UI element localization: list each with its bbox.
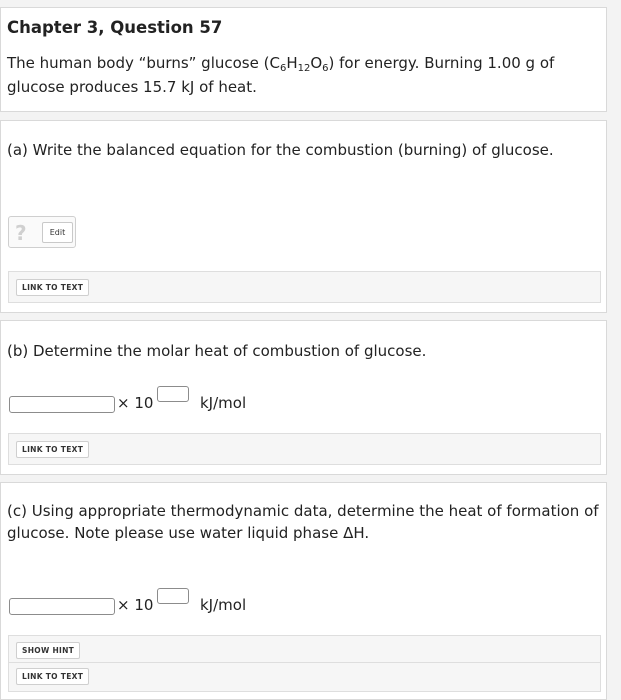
part-a-text: (a) Write the balanced equation for the combustion (burning) of glucose.	[7, 141, 554, 159]
part-b-unit: kJ/mol	[200, 394, 247, 412]
part-a-link-to-text-button[interactable]: LINK TO TEXT	[16, 279, 89, 296]
part-b-value-input[interactable]	[9, 396, 115, 413]
part-c-times-ten: × 10	[117, 596, 154, 614]
part-c-unit: kJ/mol	[200, 596, 247, 614]
part-b-text: (b) Determine the molar heat of combustion of glucose.	[7, 342, 427, 360]
part-b-exponent-input[interactable]	[157, 386, 189, 402]
question-title: Chapter 3, Question 57	[7, 18, 223, 37]
show-hint-button[interactable]: SHOW HINT	[16, 642, 80, 659]
part-c-text: (c) Using appropriate thermodynamic data, determine the heat of formation of glucose. Note please use water liquid phase ΔH.	[7, 502, 599, 542]
part-c-hint-bar	[8, 635, 601, 663]
edit-button[interactable]: Edit	[42, 222, 73, 243]
part-c-exponent-input[interactable]	[157, 588, 189, 604]
part-b-link-bar	[8, 433, 601, 465]
part-c-link-to-text-button[interactable]: LINK TO TEXT	[16, 668, 89, 685]
part-b-times-ten: × 10	[117, 394, 154, 412]
question-text: The human body “burns” glucose $(C_6H_{12}O_6)$ for energy. Burning 1.00 g of glucose produces 15.7 kJ of heat.	[7, 54, 555, 96]
part-c-link-bar	[8, 662, 601, 692]
part-a-link-bar	[8, 271, 601, 303]
question-panel	[0, 7, 607, 112]
question-mark-icon: ?	[15, 221, 27, 245]
part-b-link-to-text-button[interactable]: LINK TO TEXT	[16, 441, 89, 458]
part-c-value-input[interactable]	[9, 598, 115, 615]
equation-editor-widget[interactable]	[8, 216, 76, 248]
